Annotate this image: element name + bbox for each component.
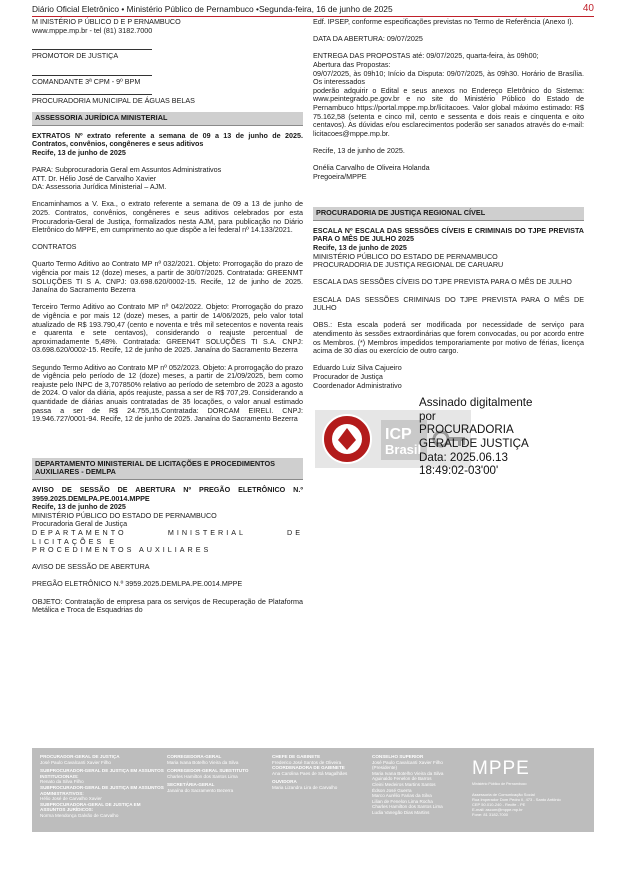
- address-line: CEP 50.010-240 - Recife - PE: [472, 802, 526, 807]
- footer-column-gabinete: [272, 754, 372, 791]
- escala-civeis: ESCALA DAS SESSÕES CÍVEIS DO TJPE PREVISTA PARA O MÊS DE JULHO: [313, 277, 572, 287]
- encaminhamos-paragraph: Encaminhamos a V. Exa., o extrato referente a semana de 09 a 13 de junho de 2025. Contratos, convênios, congêneres e seus aditivos celebrados por esta Procuradoria-Geral de Justiça, formalizados nesta AJM, para publicação no Diário Eletrônico do MPPE, em cumprimento ao que dispõe a lei federal nº 14.133/2021.: [32, 199, 303, 235]
- abertura-line: Abertura das Propostas:: [313, 59, 391, 69]
- mppe-logo-block: [472, 758, 592, 817]
- page-footer: [32, 748, 594, 832]
- obs-paragraph: OBS.: Esta escala poderá ser modificada por necessidade de serviço para atendimento às sessões extraordinárias que forem convocadas, ou por acordo entre os Membros. (*) Membros impedidos temporariamente por motivo de férias, licença acima de 30 dias ou exercício de outro cargo.: [313, 320, 584, 356]
- address-line: Fone: 81 3182-7000: [472, 812, 509, 817]
- footer-name: Hélio José de Carvalho Xavier: [40, 796, 102, 802]
- header-title: Diário Oficial Eletrônico • Ministério Público de Pernambuco •Segunda-feira, 16 de junho de 2025: [32, 4, 393, 14]
- footer-heading: OUVIDORA: [272, 779, 297, 785]
- footer-heading: SUBPROCURADOR-GERAL DE JUSTIÇA EM ASSUNTOS ADMINISTRATIVOS:: [40, 784, 164, 796]
- terceiro-aditivo: Terceiro Termo Aditivo ao Contrato MP nº 042/2022. Objeto: Prorrogação do prazo de vigência e por mais 12 (doze) meses, a partir de 14/06/2025, pelo valor total atualizado de R$ 193.790,47 (cento e noventa e três mil setecentos e noventa reais e quarenta e sete centavos), considerando o reajuste percentual de aproximadamente 5,48%. Contratada: GREEN4T SOLUÇÕES TI S.A. CNPJ: 03.698.620/0002-15. Recife, 12 de junho de 2025. Janaína do Sacramento Bezerra: [32, 302, 303, 355]
- signature-line: [32, 75, 152, 76]
- demlpa-line: DEPARTAMENTO MINISTERIAL DE LICITAÇÕES E: [32, 527, 303, 546]
- footer-name: Janaína do Sacramento Bezerra: [167, 787, 234, 793]
- procedimentos-line: PROCEDIMENTOS AUXILIARES: [32, 545, 212, 555]
- conselho-member: Édson José Guerra: [372, 787, 412, 793]
- footer-name: Renato da Silva Filho: [40, 779, 84, 785]
- footer-heading: COORDENADORA DE GABINETE: [272, 765, 345, 771]
- footer-name: Ana Carolina Paes de Sá Magalhães: [272, 770, 348, 776]
- disputa-line: 09/07/2025, às 09h10; Início da Disputa: 09/07/2025, às 09h30. Horário de Brasília. Os interessados: [313, 68, 584, 87]
- sig-line-6: 18:49:02-03'00': [419, 464, 499, 478]
- conselho-member: Charles Hamilton dos Santos Lima: [372, 804, 443, 810]
- entrega-line: ENTREGA DAS PROPOSTAS até: 09/07/2025, quarta-feira, às 09h00;: [313, 51, 539, 61]
- footer-name: José Paulo Cavalcanti Xavier Filho: [40, 759, 111, 765]
- section-header-demlpa: DEPARTAMENTO MINISTERIAL DE LICITAÇÕES E PROCEDIMENTOS AUXILIARES - DEMLPA: [32, 458, 303, 480]
- aviso-date: Recife, 13 de junho de 2025: [32, 502, 126, 512]
- page-number: 40: [582, 3, 594, 14]
- footer-name: Maria Ivana Botelho Vieira da Silva: [167, 759, 239, 765]
- pregao-line: PREGÃO ELETRÔNICO N.º 3959.2025.DEMLPA.PE.0014.MPPE: [32, 579, 243, 589]
- aviso-title: AVISO DE SESSÃO DE ABERTURA Nº PREGÃO ELETRÔNICO N.º 3959.2025.DEMLPA.PE.0014.MPPE: [32, 484, 303, 503]
- mppe-logo: MPPE: [472, 758, 530, 779]
- mppe-line: MINISTÉRIO PÚBLICO DO ESTADO DE PERNAMBUCO: [32, 510, 217, 520]
- escala-criminais: ESCALA DAS SESSÕES CRIMINAIS DO TJPE PREVISTA PARA O MÊS DE JULHO: [313, 294, 584, 313]
- sig-line-3: PROCURADORIA: [419, 423, 514, 437]
- footer-heading: CHEFE DE GABINETE: [272, 754, 321, 759]
- right-column: [313, 17, 584, 478]
- page-header: [32, 4, 594, 16]
- footer-heading: SECRETÁRIA-GERAL: [167, 782, 215, 788]
- conselho-member: José Paulo Cavalcanti Xavier Filho: [372, 759, 443, 765]
- quarto-aditivo: Quarto Termo Aditivo ao Contrato MP nº 032/2021. Objeto: Prorrogação do prazo de vigência por mais 12 (doze) meses, a partir de 30/07/2025. Contratada: GREENMT SOLUÇÕES TI S A. CNPJ: 03.698.620/0002-15. Recife, 12 de junho de 2025. Janaína do Sacramento Bezerra: [32, 259, 303, 295]
- digital-signature-text: [419, 396, 532, 478]
- section-header-assessoria: ASSESSORIA JURÍDICA MINISTERIAL: [32, 112, 303, 126]
- footer-heading: SUBPROCURADORA-GERAL DE JUSTIÇA EM ASSUNTOS JURÍDICOS:: [40, 801, 141, 813]
- extratos-title: EXTRATOS Nº extrato referente a semana de 09 a 13 de junho de 2025. Contratos, convênios, congêneres e seus aditivos: [32, 130, 303, 149]
- conselho-member: Aguinaldo Fenelon de Barros: [372, 776, 432, 782]
- brasil-text: Brasil: [385, 442, 422, 458]
- sig-line-4: GERAL DE JUSTIÇA: [419, 436, 529, 450]
- sig-line-5: Data: 2025.06.13: [419, 450, 508, 464]
- footer-heading: CONSELHO SUPERIOR: [372, 754, 424, 759]
- edif-paragraph: Edf. IPSEP, conforme especificações previstas no Termo de Referência (Anexo I).: [313, 17, 574, 26]
- recife-date: Recife, 13 de junho de 2025.: [313, 145, 405, 155]
- icp-text: ICP: [385, 426, 412, 444]
- conselho-member: Maria Ivana Botelho Vieira da Silva: [372, 770, 444, 776]
- signer-name: Onélia Carvalho de Oliveira Holanda: [313, 163, 430, 173]
- eduardo-coord: Coordenador Administrativo: [313, 380, 402, 390]
- eduardo-role: Procurador de Justiça: [313, 371, 383, 381]
- sig-line-1: Assinado digitalmente: [419, 396, 533, 410]
- digital-signature: [313, 396, 584, 478]
- footer-column-corregedoria: [167, 754, 267, 794]
- escala-date: Recife, 13 de junho de 2025: [313, 243, 407, 253]
- escala-title: ESCALA Nº ESCALA DAS SESSÕES CÍVEIS E CRIMINAIS DO TJPE PREVISTA PARA O MÊS DE JULHO 2025: [313, 225, 584, 244]
- mppe-logo-subtitle: Ministério Público de Pernambuco: [472, 782, 527, 786]
- footer-heading: CORREGEDOR-GERAL SUBSTITUTO: [167, 768, 249, 774]
- left-column: [32, 18, 303, 615]
- poderao-paragraph: poderão adquirir o Edital e seus anexos no Endereço Eletrônico do Sistema: www.peintegrado.pe.gov.br e no site do Ministério Público do Estado de Pernambuco https://portal.mppe.mp.br/licitacoes. Valor global máximo estimado: R$ 75.162,58 (setenta e cinco mil, cento e sessenta e dois reais e cinquenta e oito centavos). As dúvidas e/ou esclarecimentos poderão ser sanados através do e-mail: licitacoes@mppe.mp.br.: [313, 85, 584, 138]
- footer-name: Norma Mendonça Galvão de Carvalho: [40, 812, 119, 818]
- promotor-label: PROMOTOR DE JUSTIÇA: [32, 51, 119, 61]
- section-header-regional-civel: PROCURADORIA DE JUSTIÇA REGIONAL CÍVEL: [313, 207, 584, 221]
- da-line: DA: Assessoria Jurídica Ministerial – AJM.: [32, 182, 167, 192]
- footer-column-conselho: [372, 754, 482, 816]
- objeto-paragraph: OBJETO: Contratação de empresa para os serviços de Recuperação de Plataforma Metálica e Troca de Esquadrias do: [32, 596, 303, 615]
- extratos-date: Recife, 13 de junho de 2025: [32, 147, 126, 157]
- comandante-label: COMANDANTE 3ª CPM - 9º BPM: [32, 76, 141, 86]
- conselho-member: (Presidente): [372, 765, 398, 771]
- footer-heading: SUBPROCURADOR-GERAL DE JUSTIÇA EM ASSUNTOS INSTITUCIONAIS:: [40, 768, 164, 779]
- mppe-contact: www.mppe.mp.br - tel (81) 3182.7000: [32, 25, 153, 35]
- conselho-member: Cleini Medeiros Martins Santos: [372, 781, 436, 787]
- address-line: E-mail: ascom@mppe.mp.br: [472, 807, 523, 812]
- footer-name: Frederico José Santos de Oliveira: [272, 759, 342, 765]
- contratos-heading: CONTRATOS: [32, 242, 77, 252]
- conselho-member: Marco Aurélio Farias da Silva: [372, 793, 432, 799]
- eduardo-name: Eduardo Luiz Silva Cajueiro: [313, 363, 402, 373]
- footer-name: Maria Lizandra Lira de Carvalho: [272, 784, 338, 790]
- footer-heading: CORREGEDORA-GERAL: [167, 754, 222, 759]
- signer-role: Pregoeira/MPPE: [313, 171, 367, 181]
- pgj-line: Procuradoria Geral de Justiça: [32, 519, 128, 529]
- footer-name: Charles Hamilton dos Santos Lima: [167, 773, 238, 779]
- escala-org: MINISTÉRIO PÚBLICO DO ESTADO DE PERNAMBUCO: [313, 251, 498, 261]
- aviso-sessao: AVISO DE SESSÃO DE ABERTURA: [32, 562, 150, 572]
- segundo-aditivo: Segundo Termo Aditivo ao Contrato MP nº 052/2023. Objeto: A prorrogação do prazo de vigência pelo período de 12 (doze) meses, a partir de 21/09/2025, bem como reajuste pelo INPC de 3,707850% relativo ao período de setembro de 2023 a agosto de 2024. O valor da diária, após reajuste, passa a ser de R$ 707,29. Considerando a quantidade de diárias anuais contratadas de 35 locações, o valor anual estimado passa a ser de R$ 24.755,15.Contratada: DORCAM EIRELI. CNPJ: 19.946.727/0001-94. Recife, 12 de junho de 2025. Janaína do Sacramento Bezerra: [32, 362, 303, 424]
- signature-line: [32, 49, 152, 50]
- escala-org-regional: PROCURADORIA DE JUSTIÇA REGIONAL DE CARUARU: [313, 260, 504, 270]
- data-abertura: DATA DA ABERTURA: 09/07/2025: [313, 34, 423, 44]
- conselho-member: Lilian de Fenelon Lima Rocha: [372, 798, 433, 804]
- para-line: PARA: Subprocuradoria Geral em Assuntos Administrativos: [32, 164, 222, 174]
- procuradoria-label: PROCURADORIA MUNICIPAL DE ÁGUAS BELAS: [32, 96, 195, 106]
- signature-line: [32, 94, 152, 95]
- conselho-member: Ludia Vanegão Dias Martins: [372, 809, 430, 815]
- address-line: Rua Imperador Dom Pedro II, 473 - Santo Antônio: [472, 797, 561, 802]
- att-line: ATT. Dr. Hélio José de Carvalho Xavier: [32, 173, 157, 183]
- footer-column-procuradoria: [40, 754, 165, 819]
- footer-address: [472, 792, 592, 817]
- footer-heading: PROCURADOR-GERAL DE JUSTIÇA: [40, 754, 120, 759]
- sig-line-2: por: [419, 409, 436, 423]
- mppe-heading: M INISTÉRIO P ÚBLICO D E P ERNAMBUCO: [32, 17, 181, 26]
- address-line: Assessoria de Comunicação Social: [472, 792, 535, 797]
